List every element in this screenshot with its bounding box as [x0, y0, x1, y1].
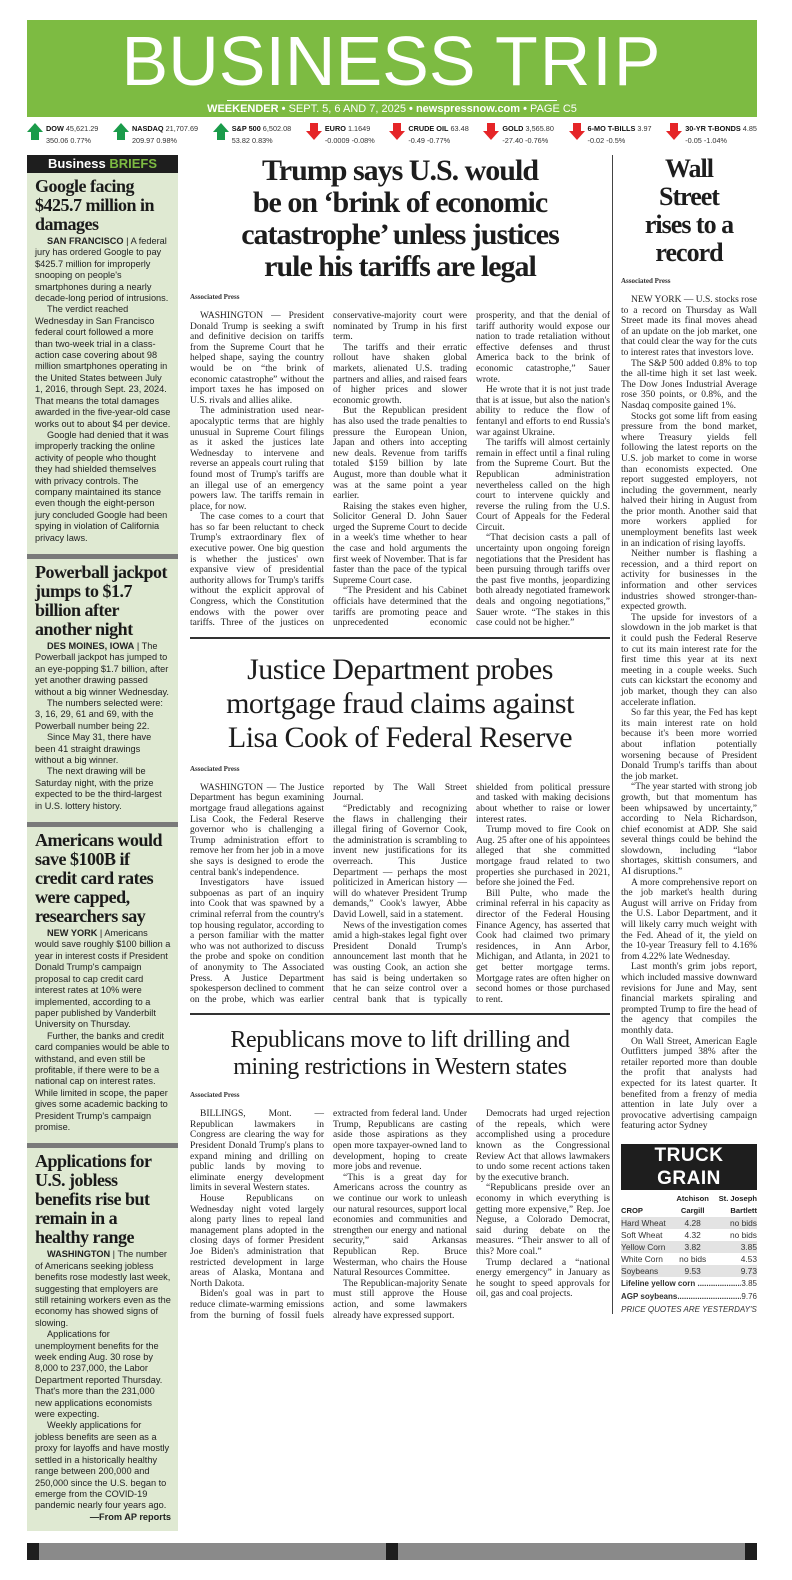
paragraph: The S&P 500 added 0.8% to top the all-time high it set last week. The Dow Jones Industrial Average rose 350 points, or 0.8%, and the Nasdaq composite gained 1%.: [621, 358, 757, 411]
ticker-value: 1.1649: [347, 124, 371, 133]
ticker-pct: -0.77%: [427, 136, 451, 145]
paragraph: The case comes to a court that has so far been reluctant to check Trump's extraordinary flex of executive power. One big question is whether the justices' own expansive view of presidential authority allows for Trump's tariffs without the explicit approval of Congress, which the Constitution endows with the power over tariffs. Three of the justices on conservative-majority court were nominated by Trump in his first term.: [190, 311, 467, 629]
brief-dateline: DES MOINES, IOWA: [47, 640, 135, 651]
ticker-gold: [483, 123, 554, 147]
ticker-nasdaq: [113, 123, 198, 147]
arrow-down-icon: [306, 123, 322, 141]
paragraph: WASHINGTON — President Donald Trump is seeking a swift and definitive decision on tariffs from the Supreme Court that he helped shape, saying the country would be on “the brink of economic catastrophe” without the import taxes he has imposed on U.S. rivals and allies alike.: [190, 311, 324, 406]
wall-street-article: [621, 277, 757, 1132]
crop-name: Soybeans: [621, 1265, 674, 1277]
st-joseph-price: no bids: [729, 1229, 757, 1240]
arrow-up-icon: [213, 123, 229, 141]
col-header: Bartlett: [730, 1205, 757, 1215]
arrow-up-icon: [113, 123, 129, 141]
headline-line: record: [655, 238, 723, 267]
ticker-line: [132, 123, 198, 135]
ticker-change: -0.05: [685, 136, 702, 145]
atchison-price: 3.82: [674, 1241, 712, 1253]
arrow-down-icon: [666, 123, 682, 141]
ticker-name: 30-YR T-BONDS: [685, 124, 741, 133]
paragraph: News of the investigation comes amid a high-stakes legal fight over President Donald Trump's announcement last month that he was ousting Cook, an action she has said is being undertaken so that he can seize control over a central bank that is typically shielded from political pressure and tasked with making decisions about whether to raise or lower interest rates.: [333, 782, 610, 1005]
brief-text: The numbers selected were: 3, 16, 29, 61 and 69, with the Powerball number being 22.: [35, 698, 163, 731]
paragraph: Bill Pulte, who made the criminal referral in his capacity as director of the Federal Housing Finance Agency, has asserted that Cook had claimed two primary residences, in Ann Arbor, Michigan, and Atlanta, in 2021 to get better mortgage terms. Mortgage rates are often higher on second homes or those purchased to rent.: [476, 888, 610, 1005]
article-body: [621, 295, 757, 1132]
paragraph: The upside for investors of a slowdown in the job market is that it could push the Federal Reserve to cut its main interest rate for the first time this year at its next meeting in a couple weeks. Such cuts can kickstart the economy and job market, though they can also accelerate inflation.: [621, 612, 757, 708]
ticker-name: GOLD: [502, 124, 524, 133]
byline: Associated Press: [190, 764, 240, 773]
ticker-pct: 0.98%: [156, 136, 178, 145]
brief-item: [27, 173, 178, 544]
ticker-pct: -0.5%: [606, 136, 626, 145]
atchison-price: 4.28: [674, 1217, 712, 1229]
brief-item: [27, 1148, 178, 1523]
page-columns: [27, 155, 757, 1531]
ticker-values: [46, 123, 98, 147]
paragraph: Biden's goal was in part to reduce climate-warming emissions from the burning of fossil fuels extracted from federal land. Under Trump, Republicans are casting aside those aspirations as they open more taxpayer-owned land to development, hoping to create more jobs and revenue.: [190, 1109, 467, 1321]
article-body: [190, 783, 610, 1005]
brief-paragraph: DES MOINES, IOWA | The Powerball jackpot has jumped to an eye-popping $1.7 billion, after yet another drawing passed without a big winner Wednesday.: [35, 640, 169, 697]
ticker-values: [132, 123, 198, 147]
ticker-pct: -0.76%: [525, 136, 549, 145]
republicans-article: [190, 1091, 610, 1321]
headline-line: Wall: [664, 154, 713, 183]
paragraph: Last month's grim jobs report, which included massive downward revisions for June and May, sent financial markets spiraling and prompted Trump to fire the head of the agency that compiles the monthly data.: [621, 962, 757, 1036]
brief-text: Further, the banks and credit card companies would be able to withstand, and even still be profitable, if there were to be a national cap on interest rates. While limited in scope, the paper gives some academic backing to President Trump's campaign promise.: [35, 1030, 170, 1132]
ticker-change: 209.97: [131, 136, 155, 145]
title-bold: BUSINESS: [121, 22, 476, 100]
headline-line: rises to a: [644, 210, 734, 239]
brief-text: The number of Americans seeking jobless benefits rose modestly last week, suggesting that employers are still retaining workers even as the economy has showed signs of slowing.: [35, 1249, 171, 1328]
crop-name: Hard Wheat: [621, 1217, 674, 1229]
paragraph: He wrote that it is not just trade that is at issue, but also the nation's ability to reduce the flow of fentanyl and efforts to end Russia's war against Ukraine.: [476, 385, 610, 438]
arrow-down-icon: [569, 123, 585, 141]
col-header: Atchison: [676, 1193, 709, 1203]
paragraph: “That decision casts a pall of uncertainty upon ongoing foreign negotiations that the President has been pursuing through tariffs over the past five months, jeopardizing both already negotiated framework deals and ongoing negotiations,” Sauer wrote. “The stakes in this case could not be higher.”: [476, 533, 610, 629]
atchison-price: 4.32: [684, 1229, 701, 1240]
ticker-line: [685, 135, 757, 147]
edition-dates: SEPT. 5, 6 AND 7, 2025: [288, 103, 406, 115]
ticker-value: 45,621.29: [65, 124, 99, 133]
headline-line: Lisa Cook of Federal Reserve: [227, 720, 573, 754]
divider: [190, 1013, 610, 1015]
ticker-line: [408, 135, 468, 147]
ticker-pct: -0.08%: [351, 136, 375, 145]
paragraph: Trump moved to fire Cook on Aug. 25 after one of his appointees alleged that she committed mortgage fraud related to two properties she purchased in 2021, before she joined the Fed.: [476, 825, 610, 889]
brief-text: Weekly applications for jobless benefits are seen as a proxy for layoffs and have mostly settled in a historically healthy range between 200,000 and 250,000 since the U.S. began to emerge from the COVID-19 pandemic nearly four years ago.: [35, 1420, 170, 1511]
ticker-line: [502, 135, 554, 147]
brief-dateline: WASHINGTON: [47, 1249, 111, 1260]
ticker-values: [588, 123, 652, 147]
brief-paragraph: SAN FRANCISCO | A federal jury has ordered Google to pay $425.7 million for improperly snooping on people's smartphones during a nearly decade-long period of intrusions.: [35, 236, 169, 304]
ticker-line: [232, 123, 292, 135]
ticker-name: EURO: [324, 124, 346, 133]
paragraph: “This is a great day for Americans across the country as we continue our work to unleash our natural resources, support local economies and communities and strengthen our energy and national security,” said Arkansas Republican Rep. Bruce Westerman, who chairs the House Natural Resources Committee.: [333, 1172, 467, 1279]
ticker-line: [232, 135, 292, 147]
atchison-price: no bids: [679, 1253, 707, 1264]
byline: Associated Press: [621, 277, 671, 285]
grain-row: [621, 1229, 757, 1241]
ticker-value: 3.97: [637, 124, 652, 133]
grain-row: [621, 1241, 757, 1253]
ticker-line: [46, 135, 98, 147]
ticker-value: 4.85: [742, 124, 757, 133]
byline: Associated Press: [190, 1091, 240, 1100]
paragraph: House Republicans on Wednesday night voted largely along party lines to repeal land management plans adopted in the closing days of former President Joe Biden's administration that restricted development in large areas of Alaska, Montana and North Dakota.: [190, 1194, 324, 1289]
justice-headline: [190, 653, 610, 755]
business-briefs: [27, 155, 178, 1531]
ticker-line: [325, 135, 375, 147]
paragraph: Stocks got some lift from easing pressure from the bond market, where Treasury yields fell following the latest reports on the U.S. job market to come in worse than economists expected. One report suggested employers, not including the government, nearly halved their hiring in August from the prior month. Another said that more workers applied for unemployment benefits last week in an indication of rising layoffs.: [621, 411, 757, 549]
wall-street-headline: [621, 155, 757, 267]
paragraph: Democrats had urged rejection of the repeals, which were accomplished using a procedure known as the Congressional Review Act that allows lawmakers to undo some recent actions taken by the executive branch.: [476, 1109, 610, 1183]
headline-line: Justice Department probes: [247, 652, 553, 686]
headline-line: mortgage fraud claims against: [226, 686, 574, 720]
ticker-change: -0.49: [408, 136, 425, 145]
edition-line: WEEKENDER • SEPT. 5, 6 AND 7, 2025 • newspressnow.com • PAGE C5: [207, 103, 577, 115]
ticker-30-yr-t-bonds: [666, 123, 757, 147]
grain-table: [621, 1193, 757, 1277]
brief-text: Since May 31, there have been 41 straight drawings without a big winner.: [35, 732, 152, 766]
paragraph: The tariffs will almost certainly remain in effect until a final ruling from the Supreme Court. But the Republican administration nevertheless called on the high court to intervene quickly and reverse the ruling from the U.S. Court of Appeals for the Federal Circuit.: [476, 438, 610, 533]
paragraph: WASHINGTON — The Justice Department has begun examining mortgage fraud allegations against Lisa Cook, the Federal Reserve governor who is challenging a Trump administration effort to remove her from her job in a move she says is designed to erode the central bank's independence.: [190, 782, 324, 878]
ticker-value: 6,502.08: [262, 124, 292, 133]
grain-row: [621, 1253, 757, 1265]
republicans-headline: [190, 1027, 610, 1081]
ticker-name: DOW: [46, 124, 64, 133]
ticker-value: 3,565.80: [525, 124, 554, 133]
ticker-line: [588, 135, 652, 147]
st-joseph-price: no bids: [712, 1217, 757, 1229]
headline-line: Trump says U.S. would: [261, 154, 539, 187]
headline-line: rule his tariffs are legal: [264, 250, 536, 283]
col-header: St. Joseph: [718, 1193, 757, 1203]
page-number: PAGE C5: [530, 103, 577, 115]
main-headline: [190, 155, 610, 283]
brief-paragraph: WASHINGTON | The number of Americans seeking jobless benefits rose modestly last week, suggesting that employers are still retaining workers even as the economy has showed signs of slowing.: [35, 1249, 171, 1328]
ticker-name: CRUDE OIL: [408, 124, 449, 133]
value: 9.76: [741, 1291, 757, 1301]
crop-name: Yellow Corn: [621, 1241, 674, 1253]
paragraph: On Wall Street, American Eagle Outfitters jumped 38% after the retailer reported more than double the profit that analysts had expected for its latest quarter. It benefited from a frenzy of media attention in late July over a provocative advertising campaign featuring actor Sydney: [621, 1036, 757, 1132]
footer-bar: [27, 1543, 757, 1560]
ticker-line: [502, 123, 554, 135]
brief-text: Applications for unemployment benefits for the week ending Aug. 30 rose by 8,000 to 237,000, the Labor Department reported Thursday. That's more than the 231,000 new applications economists were expecting.: [35, 1329, 163, 1420]
crop-name: White Corn: [621, 1253, 663, 1264]
paragraph: Investigators have issued subpoenas as part of an inquiry into Cook that was spawned by a criminal referral from the country's top housing regulator, according to a person familiar with the matter who was not authorized to discuss the probe and spoke on condition of anonymity to The Associated Press. A Justice Department spokesperson declined to comment on the probe, which was earlier reported by The Wall Street Journal.: [190, 782, 467, 1005]
ticker-change: -27.40: [502, 136, 524, 145]
brief-paragraph: [35, 698, 171, 732]
ticker-pct: 0.83%: [251, 136, 273, 145]
paragraph: BILLINGS, Mont. — Republican lawmakers in Congress are clearing the way for President Donald Trump's plans to expand mining and drilling on public lands by moving to eliminate energy development limits in several Western states.: [190, 1109, 324, 1194]
ticker-value: 21,707.69: [165, 124, 199, 133]
article-body: [190, 1109, 610, 1321]
brief-paragraph: NEW YORK | Americans would save roughly $100 billion a year in interest costs if President Donald Trump's campaign proposal to cap credit card interest rates at 10% were implemented, according to a paper published by Vanderbilt University on Thursday.: [35, 928, 171, 1030]
ticker-pct: 0.77%: [70, 136, 92, 145]
brief-paragraph: [35, 430, 171, 544]
ticker-value: 63.48: [450, 124, 469, 133]
paragraph: The Republican-majority Senate must still approve the House action, and some lawmakers already have expressed support.: [333, 1278, 467, 1321]
ticker-name: NASDAQ: [131, 124, 164, 133]
paragraph: But the Republican president has also used the trade penalties to pressure the European Union, Japan and others into accepting new deals. Revenue from tariffs totaled $159 billion by late August, more than double what it was at the same point a year earlier.: [333, 406, 467, 502]
brief-headline: Powerball jackpot jumps to $1.7 billion after another night: [35, 561, 167, 639]
ticker-line: [685, 123, 757, 135]
brief-paragraph: [35, 1420, 171, 1511]
ticker-euro: [306, 123, 375, 147]
col-header: Cargill: [680, 1205, 705, 1215]
section-title: [27, 24, 757, 98]
ticker-values: [408, 123, 468, 147]
paragraph: The tariffs and their erratic rollout have shaken global markets, alienated U.S. trading partners and allies, and raised fears of higher prices and slower economic growth.: [333, 342, 467, 406]
divider: [190, 637, 610, 639]
masthead-rule: [227, 100, 557, 101]
atchison-price: 9.53: [674, 1265, 712, 1277]
price-note: PRICE QUOTES ARE YESTERDAY'S: [621, 1304, 757, 1314]
arrow-up-icon: [27, 123, 43, 141]
brief-text: The verdict reached Wednesday in San Francisco federal court followed a more than two-week trial in a class-action case covering about 98 million smartphones operating in the United States between July 1, 2016, through Sept. 23, 2024. That means the total damages awarded in the five-year-old case works out to about $4 per device.: [35, 304, 171, 429]
headline-line: catastrophe’ unless justices: [241, 218, 559, 251]
brief-text: A federal jury has ordered Google to pay $425.7 million for improperly snooping on people's smartphones during a nearly decade-long period of intrusions.: [35, 236, 169, 304]
brief-dateline: NEW YORK: [47, 928, 98, 939]
masthead: [27, 20, 757, 117]
edition-label: WEEKENDER: [207, 103, 279, 115]
briefs-header-b: BRIEFS: [109, 156, 158, 171]
article-body: [190, 311, 610, 629]
headline-line: mining restrictions in Western states: [233, 1054, 567, 1081]
briefs-list: [27, 173, 178, 1523]
brief-text: Google had denied that it was improperly tracking the online activity of people who thought they had shielded themselves with privacy controls. The company maintained its stance even though the eight-person jury concluded Google had been spying in violation of California privacy laws.: [35, 429, 169, 543]
grain-row: [621, 1265, 757, 1277]
ticker-pct: -1.04%: [703, 136, 727, 145]
site-link[interactable]: newspressnow.com: [415, 103, 521, 115]
paragraph: “The President and his Cabinet officials have determined that the tariffs are promoting peace and unprecedented economic prosperity, and that the denial of tariff authority would expose our nation to trade retaliation without effective defenses and thrust America back to the brink of economic catastrophe,” Sauer wrote.: [333, 311, 610, 629]
ticker-name: S&P 500: [231, 124, 261, 133]
brief-item: [27, 559, 178, 812]
brief-paragraph: [35, 1031, 171, 1134]
ticker-values: [502, 123, 554, 147]
briefs-header: [27, 155, 178, 173]
col-header: CROP: [621, 1205, 643, 1215]
right-column: [612, 155, 757, 1314]
ticker-line: [132, 135, 198, 147]
paragraph: A more comprehensive report on the job market's health during August will arrive on Friday from the U.S. Labor Department, and it will likely carry much weight with the Fed. Ahead of it, the yield on the 10-year Treasury fell to 4.16% from 4.22% late Wednesday.: [621, 877, 757, 962]
value: 3.85: [741, 1278, 757, 1288]
brief-paragraph: [35, 766, 171, 812]
st-joseph-price: 3.85: [712, 1241, 757, 1253]
paragraph: Neither number is flashing a recession, and a third report on activity for businesses in the information and other services industries showed stronger-than-expected growth.: [621, 549, 757, 613]
paragraph: “Republicans preside over an economy in which everything is getting more expensive,” Rep. Joe Neguse, a Colorado Democrat, said during debate on the measures. “Their answer to all of this? More coal.”: [476, 1183, 610, 1257]
paragraph: “Predictably and recognizing the flaws in challenging their illegal firing of Governor Cook, the administration is scrambling to invent new justifications for its overreach. This Justice Department — perhaps the most politicized in American history — will do whatever President Trump demands,” Cook's lawyer, Abbe David Lowell, said in a statement.: [333, 804, 467, 920]
st-joseph-price: 4.53: [740, 1253, 757, 1264]
brief-paragraph: [35, 1329, 171, 1420]
ticker-change: -0.02: [587, 136, 605, 145]
middle-column: [190, 155, 610, 1321]
st-joseph-price: 9.73: [712, 1265, 757, 1277]
briefs-header-a: Business: [47, 156, 106, 171]
truck-grain-title: TRUCK GRAIN: [621, 1144, 757, 1190]
ticker-line: [588, 123, 652, 135]
ticker-crude-oil: [389, 123, 468, 147]
lifeline-row: [621, 1277, 757, 1290]
byline: Associated Press: [190, 293, 240, 301]
crop-name: Soft Wheat: [621, 1229, 663, 1240]
brief-headline: Google facing $425.7 million in damages: [35, 176, 155, 234]
brief-headline: Applications for U.S. jobless benefits rise but remain in a healthy range: [35, 1151, 152, 1248]
ticker-values: [232, 123, 292, 147]
arrow-down-icon: [389, 123, 405, 141]
ticker-change: -0.0009: [324, 136, 350, 145]
ticker-s-p-500: [213, 123, 292, 147]
ticker-change: 53.82: [231, 136, 250, 145]
ticker-line: [46, 123, 98, 135]
ticker-name: 6-MO T-BILLS: [587, 124, 636, 133]
ticker-dow: [27, 123, 98, 147]
brief-signoff: —From AP reports: [89, 1511, 171, 1522]
brief-dateline: SAN FRANCISCO: [47, 236, 124, 246]
paragraph: Raising the stakes even higher, Solicitor General D. John Sauer urged the Supreme Court to decide in a week's time whether to hear the case and hold arguments the first week of November. That is far faster than the pace of the typical Supreme Court case.: [333, 501, 467, 586]
brief-text: Americans would save roughly $100 billion a year in interest costs if President Donald Trump's campaign proposal to cap credit card interest rates at 10% were implemented, according to a paper published by Vanderbilt University on Thursday.: [35, 928, 171, 1030]
arrow-down-icon: [483, 123, 499, 141]
main-article: [190, 293, 610, 629]
brief-paragraph: [35, 732, 171, 766]
market-tickers: [27, 123, 757, 147]
paragraph: “The year started with strong job growth, but that momentum has been whipsawed by uncertainty,” according to Nela Richardson, chief economist at ADP. She said several things could be behind the slowdown, including “labor shortages, skittish consumers, and AI disruptions.”: [621, 782, 757, 878]
ticker-change: 350.06: [46, 136, 69, 145]
paragraph: NEW YORK — U.S. stocks rose to a record on Thursday as Wall Street made its final moves ahead of an update on the job market, one that could clear the way for the cuts to interest rates that investors love.: [621, 295, 757, 358]
ticker-line: [408, 123, 468, 135]
label: Lifeline yellow corn: [621, 1278, 696, 1288]
paragraph: So far this year, the Fed has kept its main interest rate on hold because it's been more worried about inflation potentially worsening because of President Donald Trump's tariffs than about the job market.: [621, 708, 757, 782]
brief-headline: Americans would save $100B if credit card rates were capped, researchers say: [35, 830, 162, 927]
headline-line: Street: [659, 182, 719, 211]
justice-article: [190, 765, 610, 1005]
truck-grain-box: [621, 1144, 757, 1314]
headline-line: be on ‘brink of economic: [252, 186, 548, 219]
brief-paragraph: [35, 304, 171, 429]
agp-row: [621, 1290, 757, 1303]
ticker-values: [325, 123, 375, 147]
grain-row: [621, 1217, 757, 1229]
ticker-6-mo-t-bills: [569, 123, 652, 147]
headline-line: Republicans move to lift drilling and: [230, 1027, 570, 1054]
label: AGP soybeans: [621, 1291, 678, 1301]
paragraph: The administration used near-apocalyptic terms that are highly unusual in Supreme Court filings as it asked the justices late Wednesday to intervene and reverse an appeals court ruling that found most of Trump's tariffs are an illegal use of an emergency powers law. The tariffs remain in place, for now.: [190, 406, 324, 512]
brief-text: The next drawing will be Saturday night, with the prize expected to be the third-largest in U.S. lottery history.: [35, 766, 162, 811]
ticker-line: [325, 123, 375, 135]
title-light: TRIP: [495, 22, 663, 100]
brief-item: [27, 827, 178, 1133]
paragraph: Trump declared a “national energy emergency” in January as he sought to speed approvals for oil, gas and coal projects.: [476, 1257, 610, 1300]
ticker-values: [685, 123, 757, 147]
brief-text: The Powerball jackpot has jumped to an eye-popping $1.7 billion, after yet another drawing passed without a big winner Wednesday.: [35, 640, 169, 697]
